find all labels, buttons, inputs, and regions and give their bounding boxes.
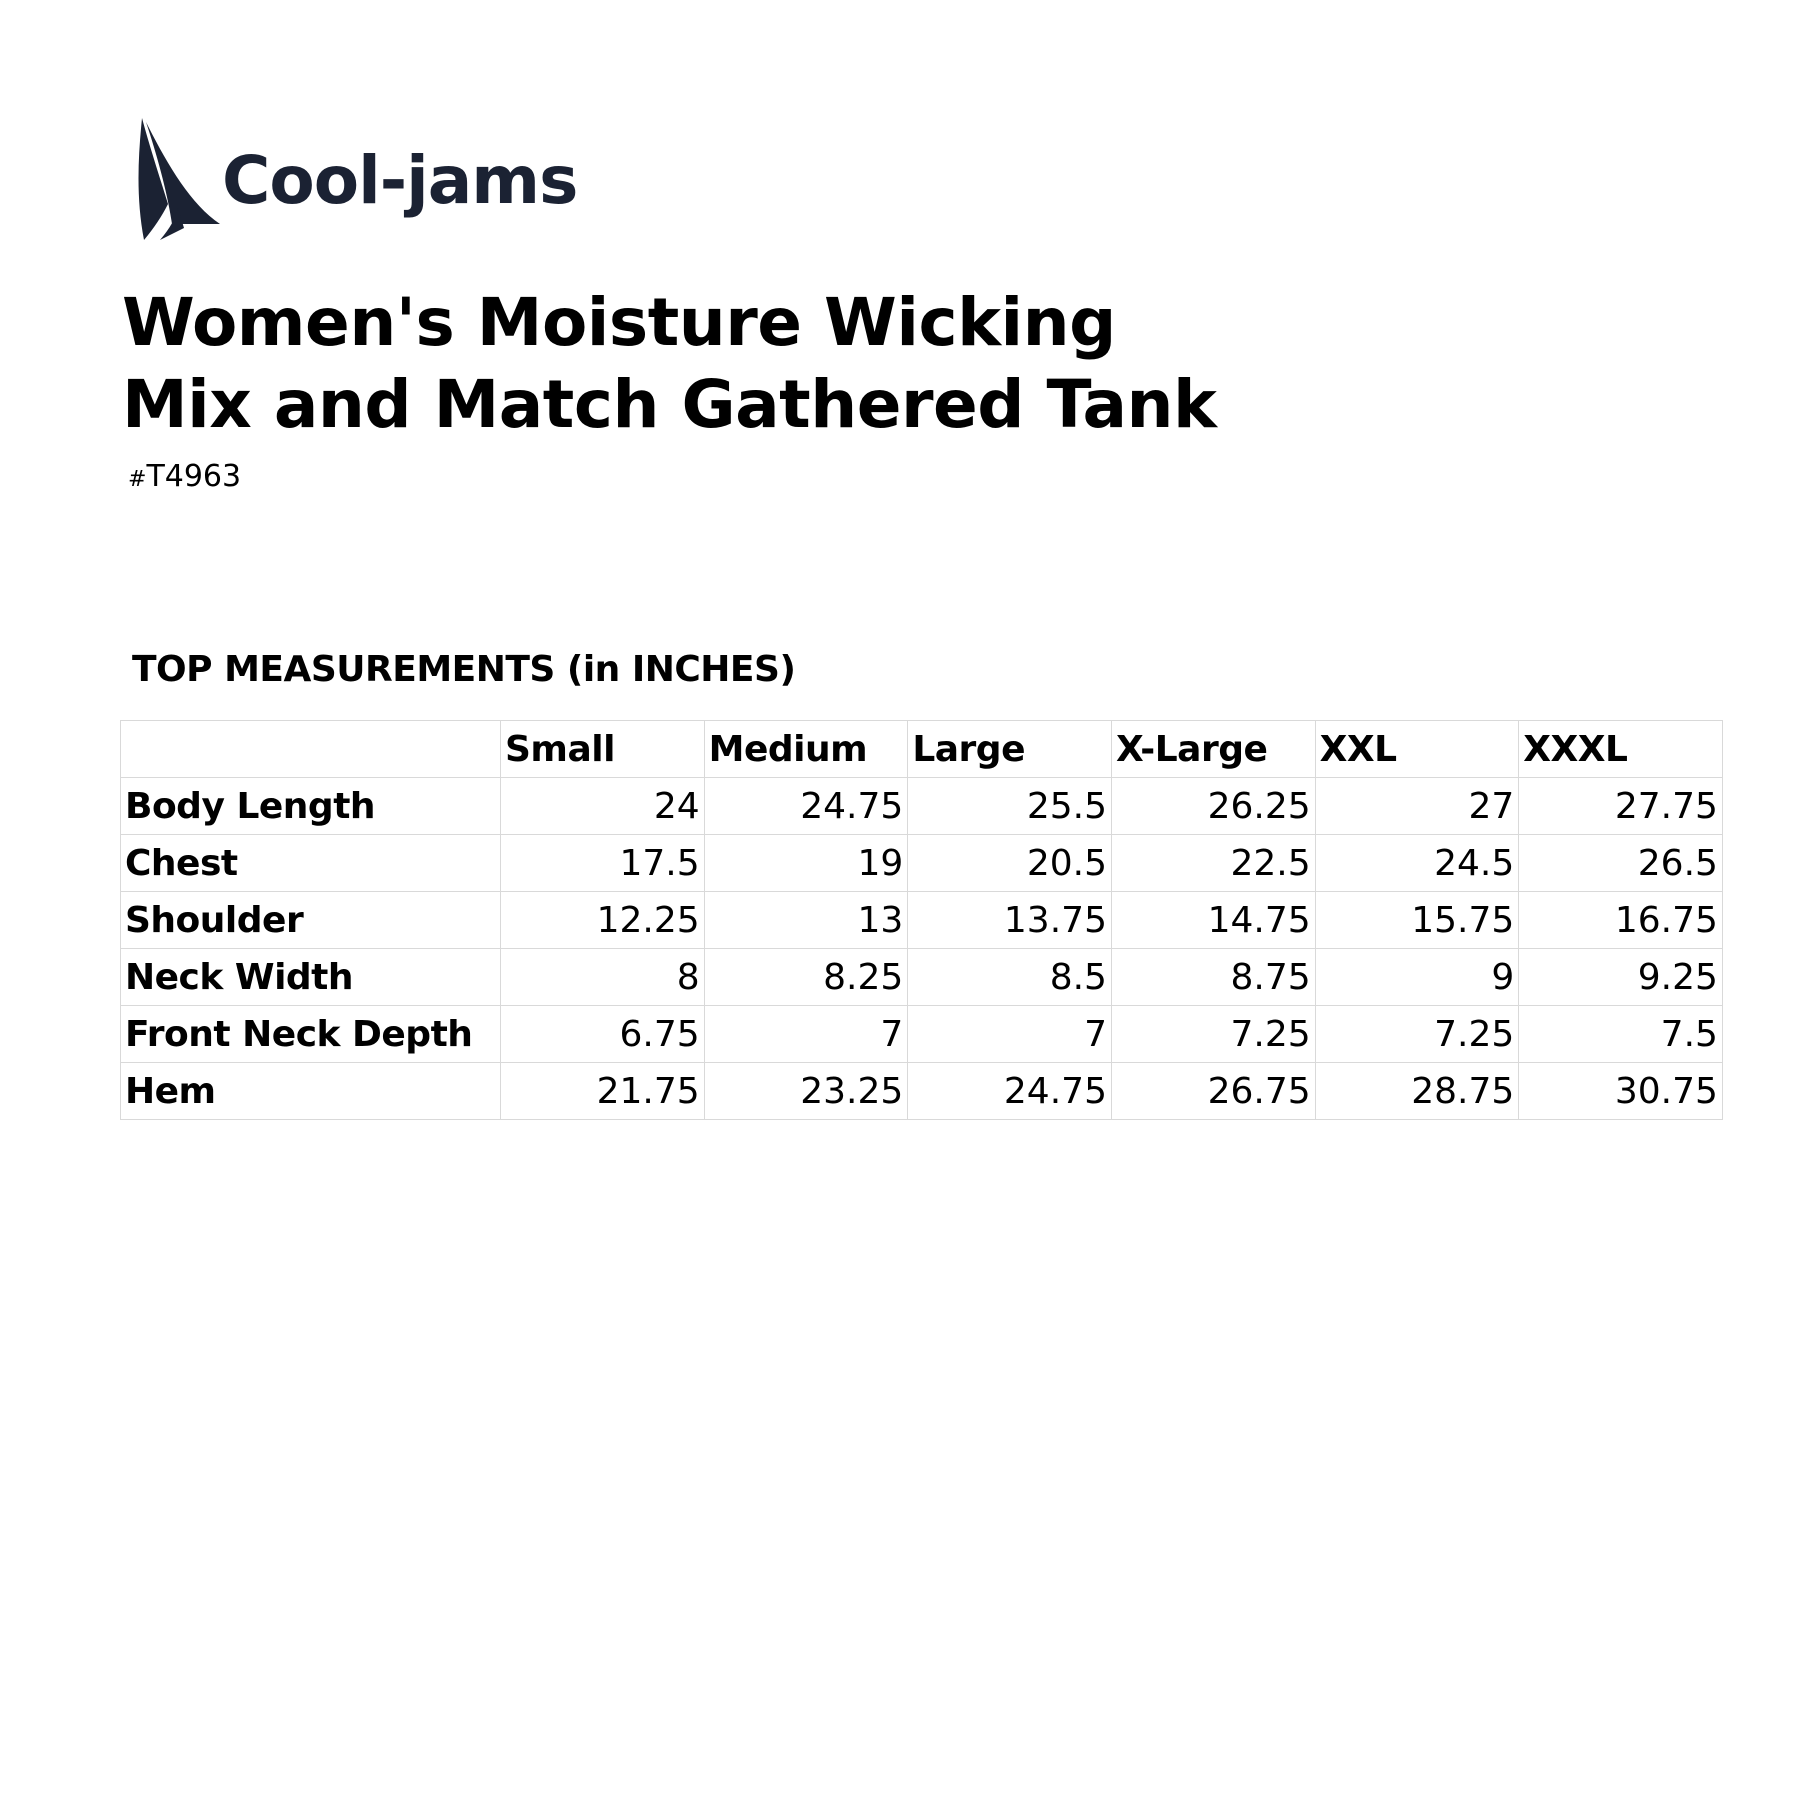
- table-cell: 6.75: [501, 1006, 705, 1063]
- table-row: [121, 1063, 1723, 1120]
- section-title: TOP MEASUREMENTS (in INCHES): [132, 649, 796, 690]
- measurements-table-wrap: [120, 720, 1722, 1120]
- table-cell: 12.25: [501, 892, 705, 949]
- row-label: Front Neck Depth: [121, 1006, 501, 1063]
- table-cell: 8.75: [1111, 949, 1315, 1006]
- table-cell: 7: [908, 1006, 1112, 1063]
- sku-code: T4963: [146, 459, 242, 494]
- sailboat-icon: [138, 118, 222, 244]
- table-cell: 20.5: [908, 835, 1112, 892]
- header-cell-xxxl: XXXL: [1519, 721, 1723, 778]
- table-cell: 8.25: [704, 949, 908, 1006]
- header-cell-large: Large: [908, 721, 1112, 778]
- table-row: [121, 778, 1723, 835]
- table-cell: 27: [1315, 778, 1519, 835]
- row-label: Shoulder: [121, 892, 501, 949]
- table-header-row: [121, 721, 1723, 778]
- header-cell-x-large: X-Large: [1111, 721, 1315, 778]
- table-cell: 7: [704, 1006, 908, 1063]
- table-row: [121, 892, 1723, 949]
- row-label: Chest: [121, 835, 501, 892]
- table-cell: 14.75: [1111, 892, 1315, 949]
- table-cell: 19: [704, 835, 908, 892]
- table-cell: 24.75: [908, 1063, 1112, 1120]
- table-cell: 24: [501, 778, 705, 835]
- row-label: Neck Width: [121, 949, 501, 1006]
- brand-logo: [138, 118, 578, 244]
- header-cell-small: Small: [501, 721, 705, 778]
- table-cell: 8: [501, 949, 705, 1006]
- product-title-line2: Mix and Match Gathered Tank: [122, 366, 1217, 443]
- table-cell: 17.5: [501, 835, 705, 892]
- product-title: [122, 282, 1216, 446]
- table-cell: 15.75: [1315, 892, 1519, 949]
- table-row: [121, 949, 1723, 1006]
- table-cell: 27.75: [1519, 778, 1723, 835]
- table-cell: 25.5: [908, 778, 1112, 835]
- table-cell: 13.75: [908, 892, 1112, 949]
- product-sku: [128, 459, 242, 494]
- table-cell: 22.5: [1111, 835, 1315, 892]
- brand-name: Cool-jams: [222, 142, 578, 219]
- table-cell: 30.75: [1519, 1063, 1723, 1120]
- table-row: [121, 835, 1723, 892]
- product-title-line1: Women's Moisture Wicking: [122, 284, 1116, 361]
- table-cell: 7.25: [1111, 1006, 1315, 1063]
- table-cell: 26.75: [1111, 1063, 1315, 1120]
- measurements-table: [120, 720, 1723, 1120]
- table-cell: 28.75: [1315, 1063, 1519, 1120]
- table-cell: 23.25: [704, 1063, 908, 1120]
- table-cell: 21.75: [501, 1063, 705, 1120]
- table-cell: 24.75: [704, 778, 908, 835]
- table-cell: 26.5: [1519, 835, 1723, 892]
- table-cell: 13: [704, 892, 908, 949]
- row-label: Body Length: [121, 778, 501, 835]
- table-cell: 16.75: [1519, 892, 1723, 949]
- table-cell: 26.25: [1111, 778, 1315, 835]
- header-cell-empty: [121, 721, 501, 778]
- table-cell: 24.5: [1315, 835, 1519, 892]
- header-cell-medium: Medium: [704, 721, 908, 778]
- table-cell: 8.5: [908, 949, 1112, 1006]
- table-row: [121, 1006, 1723, 1063]
- table-cell: 9.25: [1519, 949, 1723, 1006]
- table-cell: 9: [1315, 949, 1519, 1006]
- sku-hash: #: [128, 467, 147, 492]
- header-cell-xxl: XXL: [1315, 721, 1519, 778]
- table-cell: 7.5: [1519, 1006, 1723, 1063]
- table-cell: 7.25: [1315, 1006, 1519, 1063]
- row-label: Hem: [121, 1063, 501, 1120]
